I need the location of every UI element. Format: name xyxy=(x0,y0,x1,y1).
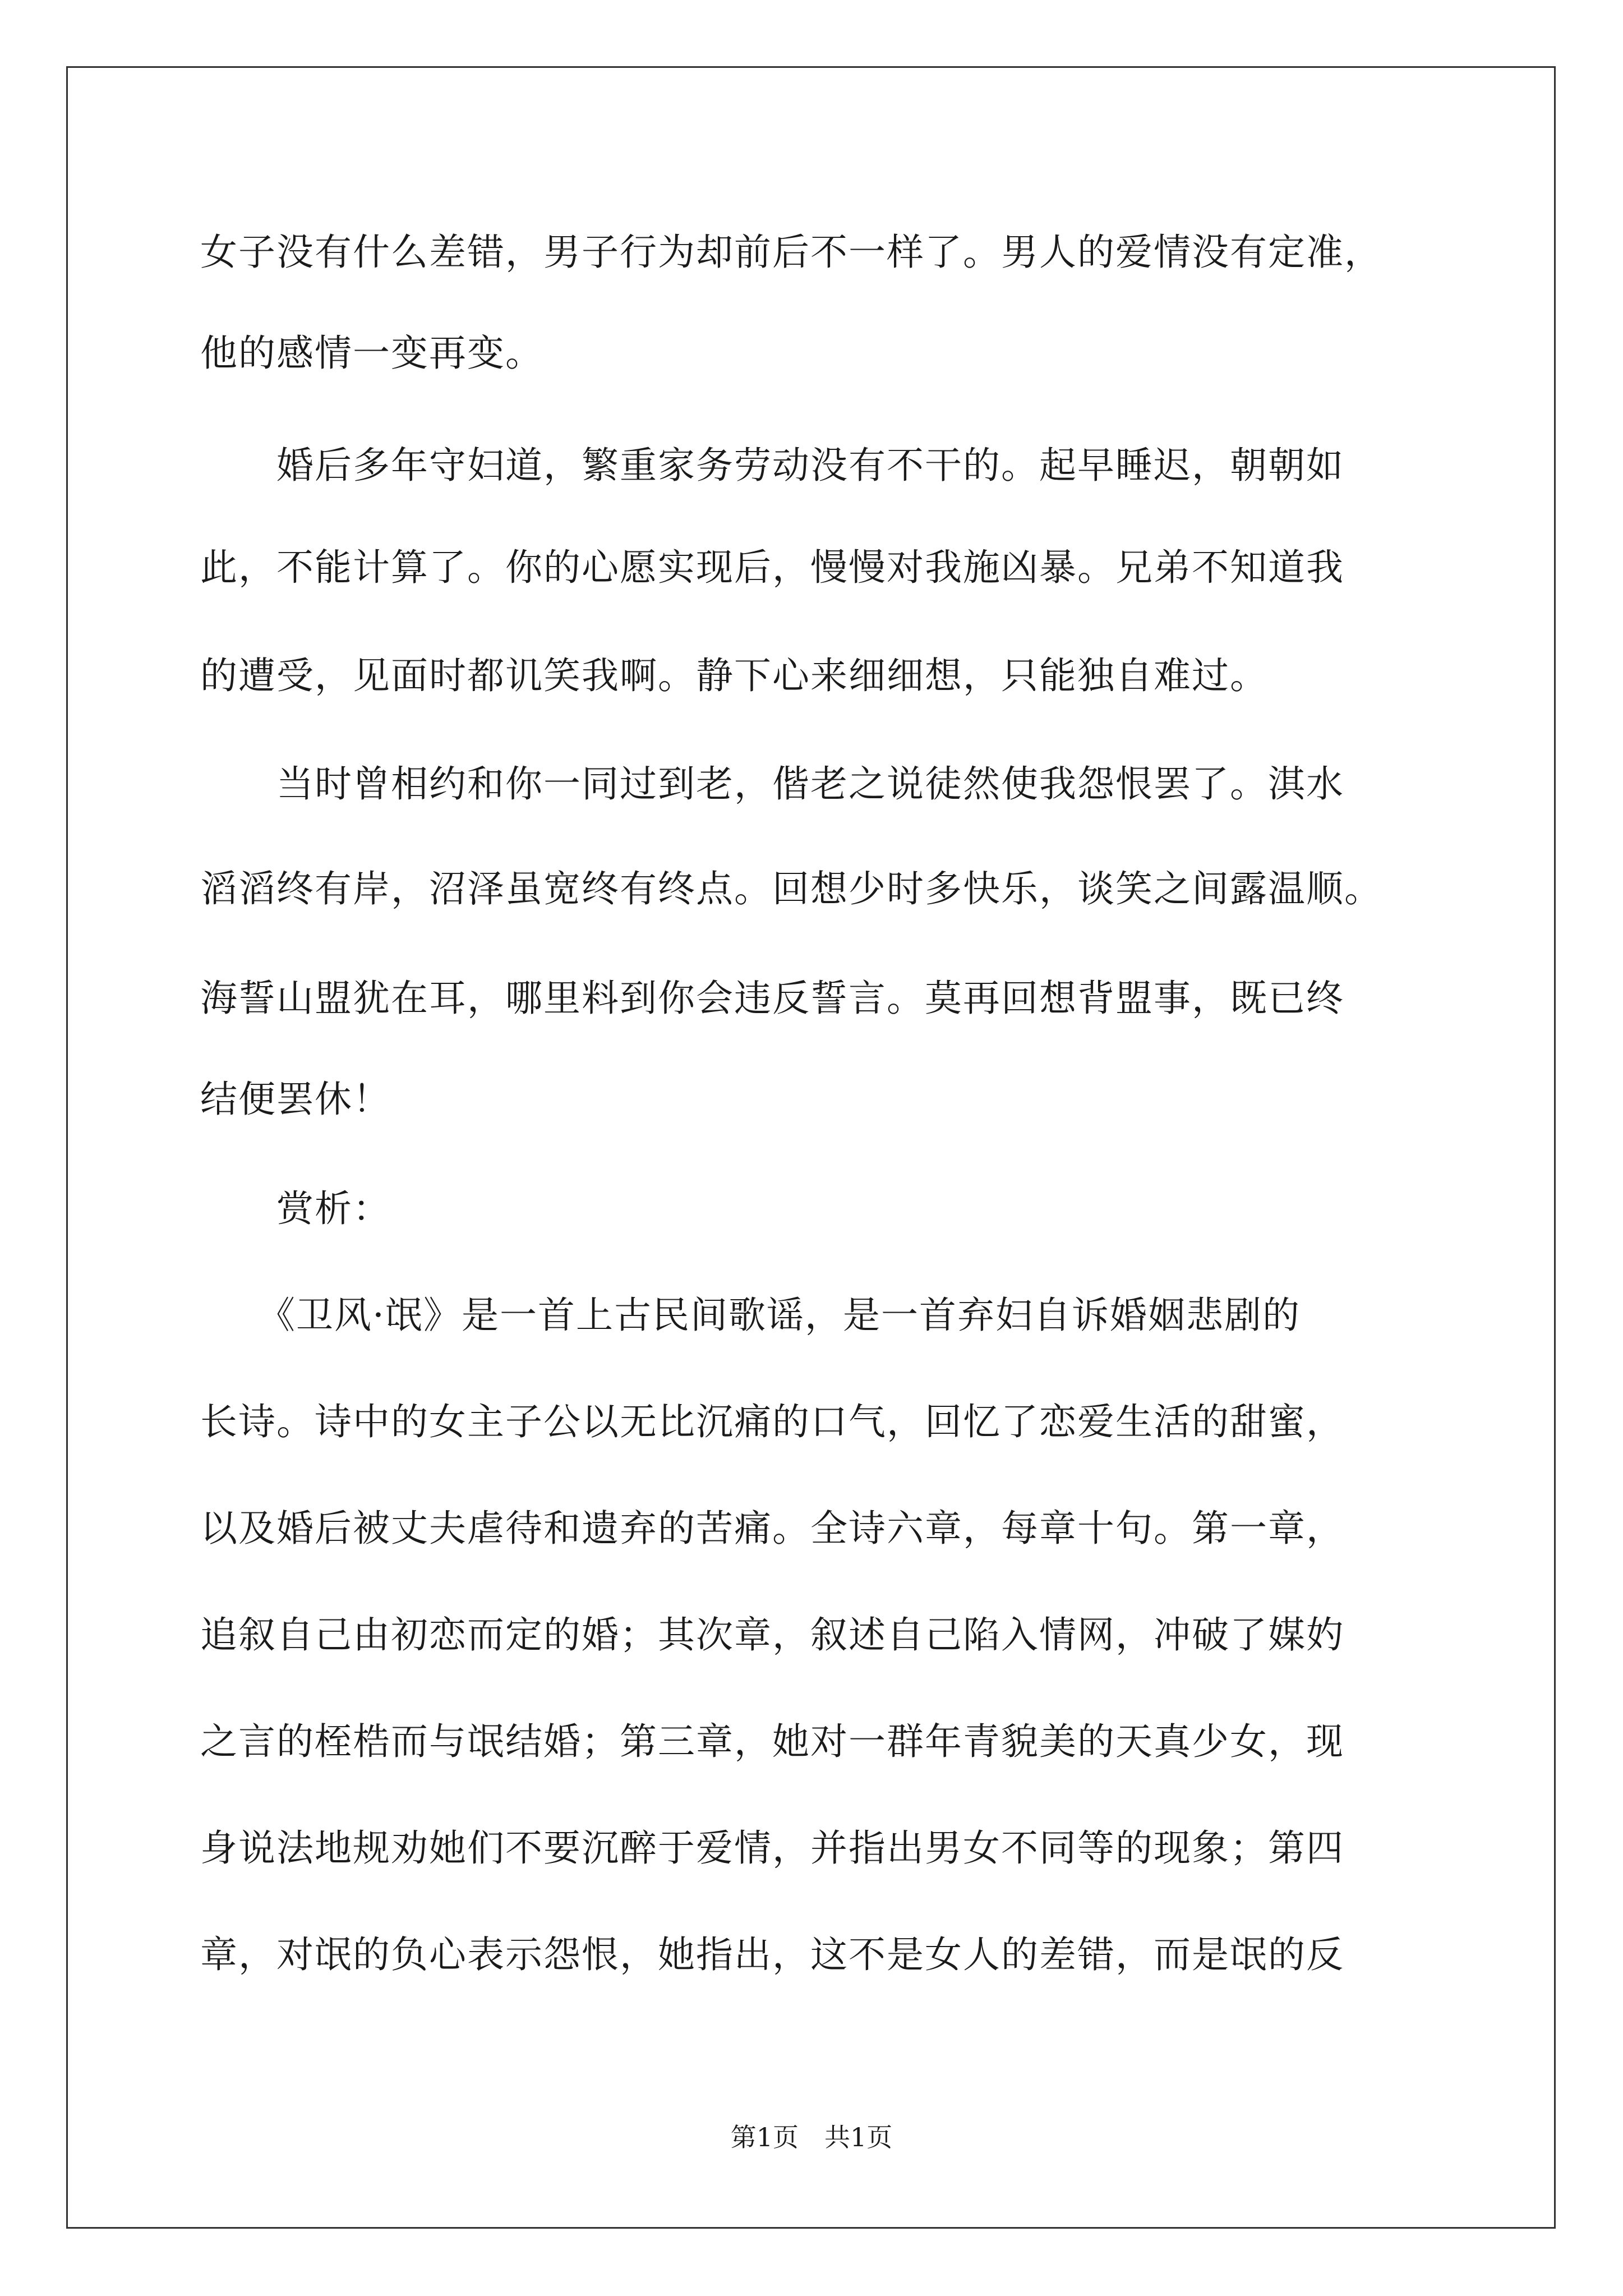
text-line: 海誓山盟犹在耳，哪里料到你会违反誓言。莫再回想背盟事，既已终 xyxy=(200,977,1344,1020)
text-line: 当时曾相约和你一同过到老，偕老之说徒然使我怨恨罢了。淇水 xyxy=(200,762,1344,806)
text-line: 之言的桎梏而与氓结婚；第三章，她对一群年青貌美的天真少女，现 xyxy=(200,1720,1344,1763)
text-line: 以及婚后被丈夫虐待和遗弃的苦痛。全诗六章，每章十句。第一章， xyxy=(200,1507,1344,1550)
text-line: 长诗。诗中的女主子公以无比沉痛的口气，回忆了恋爱生活的甜蜜， xyxy=(200,1400,1344,1443)
text-line: 结便罢休！ xyxy=(200,1078,391,1121)
text-line: 女子没有什么差错，男子行为却前后不一样了。男人的爱情没有定准， xyxy=(200,231,1382,274)
text-line: 滔滔终有岸，沼泽虽宽终有终点。回想少时多快乐，谈笑之间露温顺。 xyxy=(200,867,1382,910)
text-line: 《卫风·氓》是一首上古民间歌谣，是一首弃妇自诉婚姻悲剧的 xyxy=(200,1294,1301,1337)
page-border xyxy=(66,66,1556,2229)
text-line: 此，不能计算了。你的心愿实现后，慢慢对我施凶暴。兄弟不知道我 xyxy=(200,546,1344,589)
text-line: 赏析： xyxy=(200,1187,391,1230)
text-line: 婚后多年守妇道，繁重家务劳动没有不干的。起早睡迟，朝朝如 xyxy=(200,444,1344,487)
text-line: 追叙自己由初恋而定的婚；其次章，叙述自己陷入情网，冲破了媒妁 xyxy=(200,1613,1344,1657)
text-line: 的遭受，见面时都讥笑我啊。静下心来细细想，只能独自难过。 xyxy=(200,654,1268,697)
page-footer: 第1页 共1页 xyxy=(730,2122,893,2152)
text-line: 章，对氓的负心表示怨恨，她指出，这不是女人的差错，而是氓的反 xyxy=(200,1933,1344,1976)
text-line: 身说法地规劝她们不要沉醉于爱情，并指出男女不同等的现象；第四 xyxy=(200,1826,1344,1870)
text-line: 他的感情一变再变。 xyxy=(200,332,543,375)
